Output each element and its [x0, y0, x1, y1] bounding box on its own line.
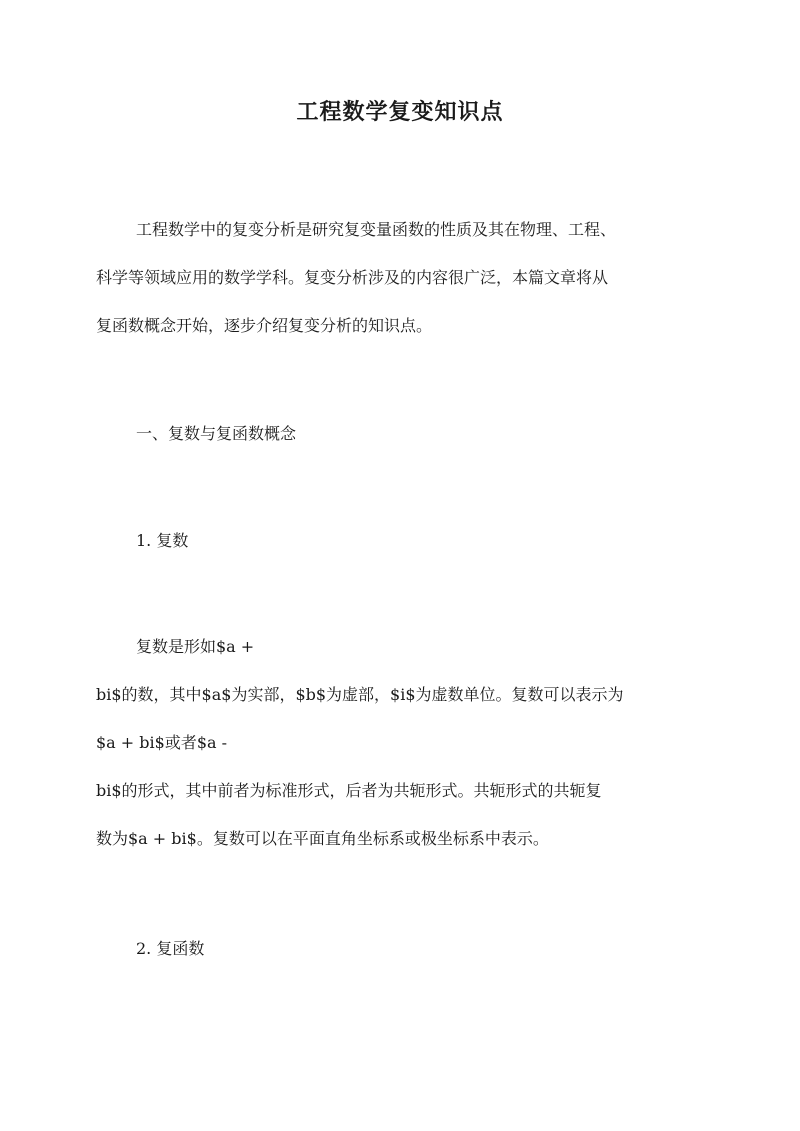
- complex-number-paragraph: [96, 623, 716, 863]
- document-title: 工程数学复变知识点: [296, 99, 504, 125]
- complex-number-line-3: $a + bi$或者$a -: [96, 733, 228, 752]
- intro-line-3: 复函数概念开始，逐步介绍复变分析的知识点。: [96, 316, 433, 335]
- complex-number-line-1: 复数是形如$a +: [136, 637, 255, 656]
- complex-number-line-5: 数为$a + bi$。复数可以在平面直角坐标系或极坐标系中表示。: [96, 829, 549, 848]
- complex-number-line-2: bi$的数，其中$a$为实部，$b$为虚部，$i$为虚数单位。复数可以表示为: [96, 685, 624, 704]
- subsection-heading-2: 2. 复函数: [136, 939, 205, 958]
- complex-number-line-4: bi$的形式，其中前者为标准形式，后者为共轭形式。共轭形式的共轭复: [96, 781, 602, 800]
- intro-paragraph: [96, 206, 716, 350]
- intro-line-2: 科学等领域应用的数学学科。复变分析涉及的内容很广泛，本篇文章将从: [96, 268, 609, 287]
- section-heading-1: 一、复数与复函数概念: [136, 424, 297, 443]
- subsection-heading-1: 1. 复数: [136, 531, 189, 550]
- intro-line-1: 工程数学中的复变分析是研究复变量函数的性质及其在物理、工程、: [136, 220, 617, 239]
